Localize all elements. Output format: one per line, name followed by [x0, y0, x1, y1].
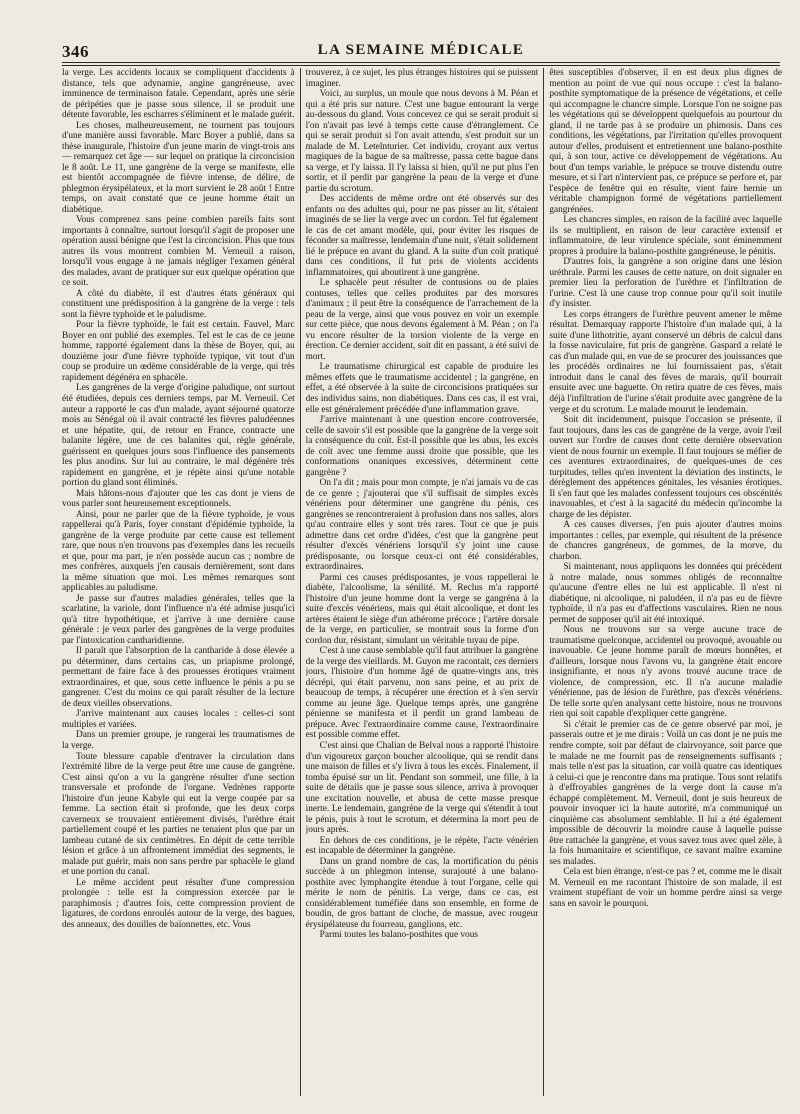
paragraph: A ces causes diverses, j'en puis ajouter d'autres moins importantes : celles, par exemple, qui résultent de la présence de chancres gangréneux, de gommes, de la morve, du charbon. — [549, 520, 783, 562]
paragraph: Les chancres simples, en raison de la facilité avec laquelle ils se multiplient, en raison de leur caractère extensif et inflammatoire, de leur virulence spéciale, sont éminemment propres à produire la balano-posthite gangréneuse, le pénitis. — [549, 215, 783, 257]
paragraph: Toute blessure capable d'entraver la circulation dans l'extrémité libre de la verge peut être une cause de gangrène. C'est ainsi qu'on a vu la gangrène résulter d'une section transversale et profonde de l'organe. Vedrènes rapporte l'histoire d'un jeune Kabyle qui eut la verge coupée par sa femme. La section était si profonde, que les deux corps caverneux se trouvaient entièrement divisés, l'urèthre était partiellement coupé et les parties ne tenaient plus que par un lambeau cutané de six centimètres. En dépit de cette terrible lésion et grâce à un affrontement immédiat des segments, le malade put guérir, mais non sans perdre par sphacèle le gland et une portion du canal. — [62, 751, 295, 878]
paragraph: Les gangrènes de la verge d'origine paludique, ont surtout été étudiées, depuis ces derniers temps, par M. Verneuil. Cet auteur a rapporté le cas d'un malade, ayant séjourné quatorze mois au Sénégal où il avait contracté les fièvres paludéennes et une hépatite, qui, de retour en France, contracte une balanite légère, une de ces balanites qui, règle générale, guérissent en quelques jours sous l'influence des pansements les plus anodins. Sur lui au contraire, le mal dégénère très rapidement en gangrène, et je répète ainsi qu'une notable portion du gland sont éliminés. — [62, 383, 295, 489]
paragraph: Dans un grand nombre de cas, la mortification du pénis succède à un phlegmon intense, surajouté à une balano-posthite avec lymphangite étendue à tout l'organe, celle qui mérite le nom de pénitis. La verge, dans ce cas, est considérablement tuméfiée dans son ensemble, en forme de boudin, de gros battant de cloche, de massue, avec rougeur érysipélateuse du fourreau, ganglions, etc. — [305, 856, 539, 930]
header-rule-thin — [62, 65, 780, 66]
column-divider — [543, 68, 544, 1096]
paragraph: Parmi ces causes prédisposantes, je vous rappellerai le diabète, l'alcoolisme, la sénilité. M. Reclus m'a rapporté l'histoire d'un jeune homme dont la verge se gangréna à la suite d'excès vénériens, mais qui était alcoolique, et dont les artères étaient le siège d'un athérome précoce ; l'artère dorsale de la verge, en particulier, se montrait sous la forme d'un cordon dur, résistant, simulant un véritable tuyau de pipe. — [305, 572, 539, 646]
paragraph: Les corps étrangers de l'urèthre peuvent amener le même résultat. Demarquay rapporte l'histoire d'un malade qui, à la suite d'une lithotritie, ayant conservé un débris de calcul dans la fosse naviculaire, fut pris de gangrène. Gaspard a relaté le cas d'un malade qui, en vue de se procurer des jouissances que les procédés ordinaires ne lui fournissaient pas, s'était introduit dans le canal des fèves de marais, qu'il bourrait ensuite avec une baguette. On retira quatre de ces fèves, mais déjà l'infiltration de l'urine s'était produite avec gangrène de la verge et du scrotum. Le malade mourut le lendemain. — [549, 309, 783, 415]
paragraph: Parmi toutes les balano-posthites que vous — [319, 930, 478, 941]
header-rule — [62, 62, 780, 63]
paragraph: êtes susceptibles d'observer, il en est deux plus dignes de mention au point de vue qui nous occupe : c'est la balano-posthite symptomatique de la présence de végétations, et celle qui accompagne le chancre simple. Lorsque l'on ne soigne pas les végétations qui se développent quelquefois au pourtour du gland, il ne tarde pas à se produire un phimosis. Dans ces conditions, les végétations, par l'irritation qu'elles provoquent autour d'elles, produisent et entretiennent une balano-posthite qui, à son tour, active ce développement de végétations. Au bout d'un temps variable, le prépuce se trouve distendu outre mesure, et si l'art n'intervient pas, ce prépuce se perfore et, par l'espèce de fenêtre qui en résulte, vient faire hernie un véritable champignon formé de végétations partiellement gangrénées. — [549, 68, 783, 215]
paragraph: Si maintenant, nous appliquons les données qui précèdent à notre malade, nous sommes obligés de reconnaître qu'aucune d'entre elles ne lui est applicable. Il n'est ni diabétique, ni alcoolique, ni paludéen, il n'a pas eu de fièvre typhoïde, il n'a pas eu d'affections vasculaires. Rien ne nous permet de supposer qu'il ait été intoxiqué. — [549, 562, 783, 625]
paragraph: Si c'était le premier cas de ce genre observé par moi, je passerais outre et je me dirais : Voilà un cas dont je ne puis me rendre compte, soit par défaut de clairvoyance, soit parce que le malade ne me fournit pas de renseignements suffisants ; mais telle n'est pas la situation, car voilà quatre cas identiques à celui-ci que je rencontre dans ma pratique. Tous sont relatifs à d'effroyables gangrènes de la verge dont la cause m'a échappé complètement. M. Verneuil, dont je suis heureux de pouvoir invoquer ici la haute autorité, m'a communiqué un cinquième cas absolument semblable. Il lui a été également impossible de découvrir la moindre cause à laquelle puisse être rattachée la gangrène, et vous savez tous avec quel zèle, à la fois humanitaire et scientifique, ce savant maître examine ses malades. — [549, 719, 783, 867]
paragraph: En dehors de ces conditions, je le répète, l'acte vénérien est incapable de déterminer la gangrène. — [305, 835, 539, 857]
column-middle — [306, 68, 539, 1096]
paragraph: Vous comprenez sans peine combien pareils faits sont importants à connaître, surtout lorsqu'il s'agit de proposer une opération aussi bénigne que l'est la circoncision. Plus que tous autres ils vous montrent combien M. Verneuil a raison, lorsqu'il vous engage à ne jamais négliger l'examen général des malades, avant de pratiquer sur eux quelque opération que ce soit. — [62, 215, 295, 289]
paragraph: Le traumatisme chirurgical est capable de produire les mêmes effets que le traumatisme accidentel ; la gangrène, en effet, a été observée à la suite de circoncisions pratiquées sur des individus sains, non diabétiques. Dans ces cas, il est vrai, elle est généralement précédée d'une inflammation grave. — [305, 362, 539, 415]
paragraph: la verge. Les accidents locaux se compliquent d'accidents à distance, tels que adynamie, angine gangréneuse, avec imminence de terminaison fatale. Cependant, après une série de péripéties que je passe sous silence, il se produit une détente favorable, les escharres s'éliminent et le malade guérit. — [62, 68, 295, 121]
paragraph: Mais hâtons-nous d'ajouter que les cas dont je viens de vous parler sont heureusement exceptionnels. — [62, 488, 295, 510]
paragraph: Le sphacèle peut résulter de contusions ou de plaies contuses, telles que celles produites par des morsures d'animaux ; il peut être la conséquence de l'arrachement de la peau de la verge, ainsi que vous pouvez en voir un exemple sur cette pièce, que nous devons également à M. Péan ; on l'a vu encore résulter de la torsion violente de la verge en érection. Ce dernier accident, soit dit en passant, a été suivi de mort. — [305, 278, 539, 362]
paragraph: On l'a dit ; mais pour mon compte, je n'ai jamais vu de cas de ce genre ; j'ajouterai que s'il suffisait de simples excès vénériens pour déterminer une gangrène du pénis, ces gangrènes se rencontreraient à profusion dans nos salles, alors qu'au contraire elles y sont très rares. Tout ce que je puis admettre dans cet ordre d'idées, c'est que la gangrène peut résulter d'excès vénériens lorsqu'il s'y joint une cause prédisposante, ou lorsque ceux-ci ont été considérables, extraordinaires. — [305, 478, 539, 573]
paragraph: Voici, au surplus, un moule que nous devons à M. Péan et qui a été pris sur nature. C'est une bague entourant la verge au-dessous du gland. Vous concevez ce qui se serait produit si l'on n'avait pas levé à temps cette cause d'étranglement. Ce qui se serait produit si l'on avait attendu, s'est produit sur un malade de M. Letelnturier. Cet individu, croyant aux vertus magiques de la bague de sa maîtresse, passa cette bague dans sa verge, et l'y laissa. Il l'y laissa si bien, qu'il ne put plus l'en sortir, et il perdit par gangrène la peau de la verge et d'une partie du scrotum. — [305, 89, 539, 194]
paragraph: Dans un premier groupe, je rangerai les traumatismes de la verge. — [62, 730, 295, 751]
paragraph: Soit dit incidemment, puisque l'occasion se présente, il faut toujours, dans les cas de gangrène de la verge, avoir l'œil ouvert sur l'ordre de causes dont cette dernière observation vient de nous fournir un exemple. Il faut toujours se méfier de ces aventures extraordinaires, de quelques-unes de ces turpitudes, telles qu'en inventent la déviation des instincts, le dérèglement des appétences génitales, les vésanies érotiques. Il s'en faut que les malades confessent toujours ces obscénités inavouables, et c'est à la sagacité du médecin qu'incombe la charge de les dépister. — [549, 415, 783, 520]
paragraph: Il paraît que l'absorption de la cantharide à dose élevée a pu déterminer, dans certains cas, un priapisme prolongé, permettant de faire face à des prouesses érotiques vraiment extraordinaires, et que, sous cette influence le pénis a pu se gangrener. C'est du moins ce qui paraît résulter de la lecture de deux vieilles observations. — [62, 646, 295, 709]
paragraph: C'est ainsi que Chalian de Belval nous a rapporté l'histoire d'un vigoureux garçon boucher alcoolique, qui se rendit dans une maison de filles et s'y livra à tous les excès. Finalement, il tomba épuisé sur un lit. Pendant son sommeil, une fille, à la suite de détails que je passe sous silence, arriva à provoquer une excitation nouvelle, et abusa de cette masse presque inerte. Le lendemain, gangrène de la verge qui s'étendit à tout le pénis, puis à tout le scrotum, et détermina la mort peu de jours après. — [305, 741, 539, 836]
paragraph: trouverez, à ce sujet, les plus étranges histoires qui se puissent imaginer. — [305, 68, 539, 89]
paragraph: Cela est bien étrange, n'est-ce pas ? et, comme me le disait M. Verneuil en me racontant l'histoire de son malade, il est vraiment stupéfiant de voir un homme perdre ainsi sa verge sans en savoir le pourquoi. — [549, 867, 783, 909]
column-left — [62, 68, 295, 1096]
paragraph: Ainsi, pour ne parler que de la fièvre typhoïde, je vous rappellerai qu'à Paris, foyer constant d'épidémie typhoïde, la gangrène de la verge produite par cette cause est tellement rare, que nous n'en trouvons pas d'exemples dans les recueils et que, pour ma part, je n'en possède aucun cas ; nombre de mes confrères, auxquels j'en causais dernièrement, sont dans la même situation que moi. Les mêmes remarques sont applicables au paludisme. — [62, 509, 295, 594]
page-number: 346 — [62, 42, 89, 61]
paragraph: J'arrive maintenant à une question encore controversée, celle de savoir s'il est possible que la gangrène de la verge soit la conséquence du coït. Est-il possible que les abus, les excès de coït avec une femme aussi droite que possible, que les conformations onaniques excessives, déterminent cette gangrène ? — [305, 415, 539, 478]
column-divider — [300, 68, 301, 1096]
text-columns — [62, 68, 782, 1096]
paragraph: J'arrive maintenant aux causes locales : celles-ci sont multiples et variées. — [62, 709, 295, 730]
paragraph: Le même accident peut résulter d'une compression prolongée : telle est la compression exercée par le paraphimosis ; d'autres fois, cette compression provient de ligatures, de cordons enroulés autour de la verge, des bagues, des anneaux, des douilles de baïonnettes, etc. Vous — [62, 877, 295, 930]
journal-title: LA SEMAINE MÉDICALE — [317, 42, 525, 58]
paragraph: A côté du diabète, il est d'autres états généraux qui constituent une prédisposition à la gangrène de la verge : tels sont la fièvre typhoïde et le paludisme. — [62, 288, 295, 320]
column-right — [549, 68, 782, 1096]
paragraph: D'autres fois, la gangrène a son origine dans une lésion uréthrale. Parmi les causes de cette nature, on doit signaler en premier lieu la perforation de l'urèthre et l'infiltration de l'urine. C'est là une cause trop connue pour qu'il soit inutile d'y insister. — [549, 257, 783, 310]
paragraph: C'est à une cause semblable qu'il faut attribuer la gangrène de la verge des vieillards. M. Guyon me racontait, ces derniers jours, l'histoire d'un homme âgé de quatre-vingts ans, très décrépi, qui était parvenu, non sans peine, et au prix de beaucoup de temps, à récupérer une érection et à s'en servir comme au jeune âge. Quelque temps après, une gangrène pénienne se manifesta et il perdit un grand lambeau de prépuce. Avec l'extraordinaire comme cause, l'extraordinaire est possible comme effet. — [305, 646, 539, 741]
paragraph: Nous ne trouvons sur sa verge aucune trace de traumatisme quelconque, accidentel ou provoqué, avouable ou inavouable. Ce jeune homme paraît de mœurs honnêtes, et d'ailleurs, lorsque nous l'avons vu, la gangrène était encore insignifiante, et nous n'y avons trouvé aucune trace de violence, de compression, etc. Il n'a aucune maladie vénérienne, pas de lésion de l'urèthre, pas d'excès vénériens. De telle sorte qu'en analysant cette histoire, nous ne trouvons rien qui soit capable d'expliquer cette gangrène. — [549, 625, 783, 720]
paragraph: Les choses, malheureusement, ne tournent pas toujours d'une manière aussi favorable. Marc Boyer a publié, dans sa thèse inaugurale, l'histoire d'un jeune marin de vingt-trois ans — remarquez cet âge — sur lequel on pratique la circoncision le 8 août. Le 11, une gangrène de la verge se manifeste, elle est bientôt accompagnée de fièvre intense, de délire, de phlegmon érysipélateux, et la mort survient le 28 août ! Entre temps, on avait constaté que ce jeune homme était un diabétique. — [62, 120, 295, 215]
paragraph: Pour la fièvre typhoïde, le fait est certain. Fauvel, Marc Boyer en ont publié des exemples. Tel est le cas de ce jeune homme, rapporté également dans la thèse de Boyer, qui, au douzième jour d'une fièvre typhoïde typique, vit tout d'un coup se produire un œdème considérable de la verge, qui très rapidement dégénéra en sphacèle. — [62, 320, 295, 383]
paragraph: Des accidents de même ordre ont été observés sur des enfants ou des adultes qui, pour ne pas pisser au lit, s'étaient imaginés de se lier la verge avec un cordon. Tel fut également le cas de cet amant modèle, qui, pour éviter les risques de féconder sa maîtresse, lendemain d'une nuit, s'était solidement lié le prépuce en avant du gland. A la suite d'un coït pratiqué dans ces conditions, il fut pris de violents accidents inflammatoires, qui aboutirent à une gangrène. — [305, 194, 539, 278]
paragraph: Je passe sur d'autres maladies générales, telles que la scarlatine, la variole, dont l'influence n'a été admise jusqu'ici qu'à titre hypothétique, et j'arrive à une dernière cause générale : je veux parler des gangrènes de la verge produites par l'intoxication cantharidienne. — [62, 593, 295, 646]
